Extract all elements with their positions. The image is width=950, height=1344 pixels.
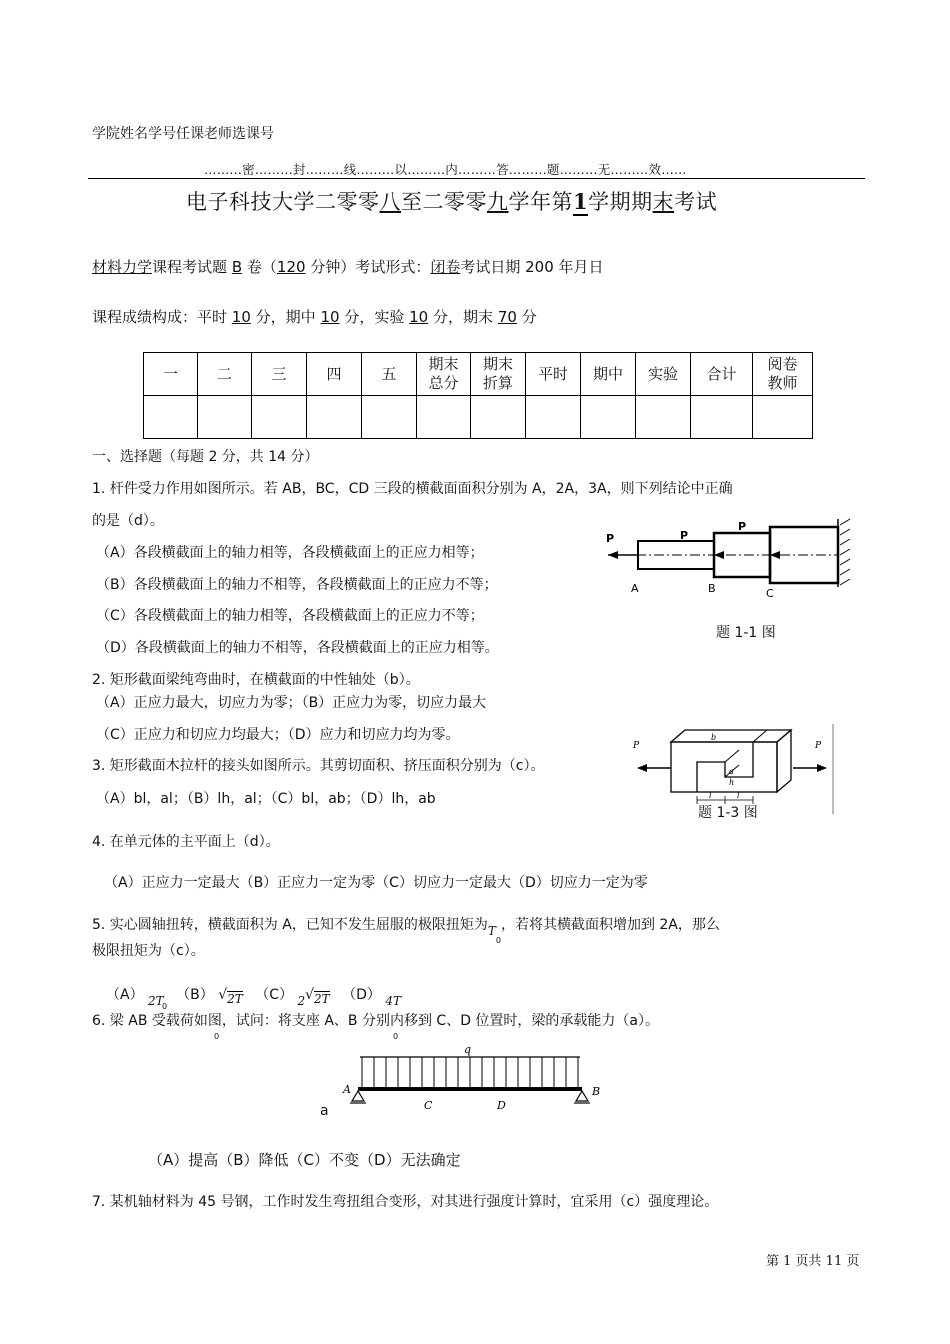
score-entry-cell[interactable]	[753, 396, 813, 439]
exam-title: 电子科技大学二零零八至二零零九学年第1学期期末考试	[186, 189, 718, 214]
q1-fig-a-label: A	[631, 582, 639, 595]
score-entry-cell[interactable]	[198, 396, 252, 439]
q5-subscript-c: 0	[393, 1032, 399, 1041]
q3-fig-l2-label: l	[737, 791, 740, 800]
q6-options: （A）提高（B）降低（C）不变（D）无法确定	[148, 1151, 461, 1169]
q1-option-b: （B）各段横截面上的轴力不相等，各段横截面上的正应力不等；	[96, 577, 498, 593]
score-entry-cell[interactable]	[581, 396, 636, 439]
score-header-cell: 平时	[526, 353, 581, 396]
q5-stem: 5. 实心圆轴扭转，横截面积为 A，已知不发生屈服的极限扭矩为$T_0$，若将其横截面积增加到 2A，那么	[92, 917, 720, 945]
q5-option-b-value: 2T	[227, 992, 243, 1006]
score-entry-cell[interactable]	[362, 396, 417, 439]
q3-options	[96, 788, 436, 808]
score-header-cell: 阅卷 教师	[753, 353, 813, 396]
q1-stepped-bar-figure	[598, 515, 858, 605]
q3-fig-p-left-label: P	[633, 741, 640, 751]
q2-options-cd: （C）正应力和切应力均最大；（D）应力和切应力均为零。	[96, 727, 460, 743]
grading-composition: 课程成绩构成：平时 10 分，期中 10 分，实验 10 分，期末 70 分	[92, 308, 537, 326]
q3-figure-caption: 题 1-3 图	[698, 805, 758, 821]
q5-options: （A） 2T （B） √2T （C） 2√2T （D） 4T	[106, 987, 401, 1008]
q1-fig-p3-label: P	[738, 520, 747, 533]
q5-option-a-value: 2T	[148, 994, 164, 1008]
score-entry-cell[interactable]	[252, 396, 307, 439]
q3-fig-a-label: a	[729, 767, 734, 776]
q5-option-c-value: 2T	[314, 992, 330, 1006]
section-title: 一、选择题（每题 2 分，共 14 分）	[92, 449, 319, 465]
q2-stem: 2. 矩形截面梁纯弯曲时，在横截面的中性轴处（b）。	[92, 672, 420, 688]
student-info-line: 学院姓名学号任课老师选课号	[92, 126, 274, 142]
score-entry-cell[interactable]	[691, 396, 753, 439]
score-table	[143, 352, 813, 439]
q4-stem: 4. 在单元体的主平面上（d）。	[92, 834, 280, 850]
q6-beam-figure	[340, 1043, 610, 1115]
q1-option-d: （D）各段横截面上的轴力不相等，各段横截面上的正应力相等。	[96, 640, 499, 656]
q6-fig-q-label: q	[464, 1043, 472, 1056]
score-table-header-row	[144, 353, 813, 396]
score-entry-cell[interactable]	[636, 396, 691, 439]
score-header-cell: 四	[307, 353, 362, 396]
q1-fig-b-label: B	[708, 582, 716, 595]
score-header-cell: 期末 总分	[417, 353, 471, 396]
q1-option-c: （C）各段横截面上的轴力相等，各段横截面上的正应力不等；	[96, 608, 484, 624]
seal-divider	[88, 178, 865, 179]
q1-fig-p1-label: P	[606, 532, 615, 545]
q1-option-a: （A）各段横截面上的轴力相等，各段横截面上的正应力相等；	[96, 545, 484, 561]
q3-fig-b-label: b	[711, 733, 717, 742]
q1-figure-caption: 题 1-1 图	[716, 625, 776, 641]
q5-subscript-a: 0	[162, 1002, 168, 1011]
q6-fig-d-label: D	[497, 1099, 506, 1112]
exam-info: 材料力学课程考试题 B 卷（120 分钟）考试形式：闭卷考试日期 200 年月日	[92, 258, 604, 276]
score-entry-cell[interactable]	[471, 396, 526, 439]
q1-stem: 1. 杆件受力作用如图所示。若 AB，BC，CD 三段的横截面面积分别为 A，2A，3A，则下列结论中正确	[92, 481, 733, 497]
q7-stem: 7. 某机轴材料为 45 号钢，工作时发生弯扭组合变形，对其进行强度计算时，宜采用（c）强度理论。	[92, 1194, 719, 1210]
score-header-cell: 期中	[581, 353, 636, 396]
score-header-cell: 期末 折算	[471, 353, 526, 396]
q2-options-ab: （A）正应力最大，切应力为零；（B）正应力为零，切应力最大	[96, 695, 487, 711]
q6-stem: 6. 梁 AB 受载荷如图，试问：将支座 A、B 分别内移到 C、D 位置时，梁的承载能力（a）。	[92, 1013, 660, 1029]
q5-subscript-b: 0	[214, 1032, 220, 1041]
score-header-cell: 三	[252, 353, 307, 396]
q5-stem-cont: 极限扭矩为（c）。	[92, 943, 205, 959]
q6-fig-c-label: C	[424, 1099, 433, 1112]
q5-option-d-value: 4T	[385, 994, 401, 1008]
q1-fig-p2-label: P	[680, 529, 689, 542]
q3-fig-h-label: h	[729, 778, 735, 787]
seal-line-text: ………密………封………线………以………内………答………题………无………效……	[204, 162, 687, 177]
q6-fig-a-label: A	[343, 1083, 351, 1096]
q4-options: （A）正应力一定最大（B）正应力一定为零（C）切应力一定最大（D）切应力一定为零	[104, 875, 648, 891]
q6-fig-b-label: B	[592, 1085, 601, 1098]
page-number: 第 1 页共 11 页	[766, 1254, 860, 1269]
q1-fig-c-label: C	[766, 587, 774, 600]
q3-options-text: （A）bl，al；（B）lh，al；（C）bl，ab；（D）lh，ab	[96, 791, 436, 807]
score-entry-cell[interactable]	[526, 396, 581, 439]
q6-answer-mark: a	[320, 1103, 329, 1119]
q3-fig-l1-label: l	[709, 791, 712, 800]
score-header-cell: 五	[362, 353, 417, 396]
score-header-cell: 合计	[691, 353, 753, 396]
score-header-cell: 二	[198, 353, 252, 396]
q1-stem-cont: 的是（d）。	[92, 513, 164, 529]
score-header-cell: 实验	[636, 353, 691, 396]
q3-fig-p-right-label: P	[815, 741, 822, 751]
score-entry-cell[interactable]	[417, 396, 471, 439]
score-table-entry-row	[144, 396, 813, 439]
q3-stem: 3. 矩形截面木拉杆的接头如图所示。其剪切面积、挤压面积分别为（c）。	[92, 758, 545, 774]
score-entry-cell[interactable]	[144, 396, 198, 439]
q5-t0-symbol: T	[487, 924, 496, 938]
score-header-cell: 一	[144, 353, 198, 396]
score-entry-cell[interactable]	[307, 396, 362, 439]
